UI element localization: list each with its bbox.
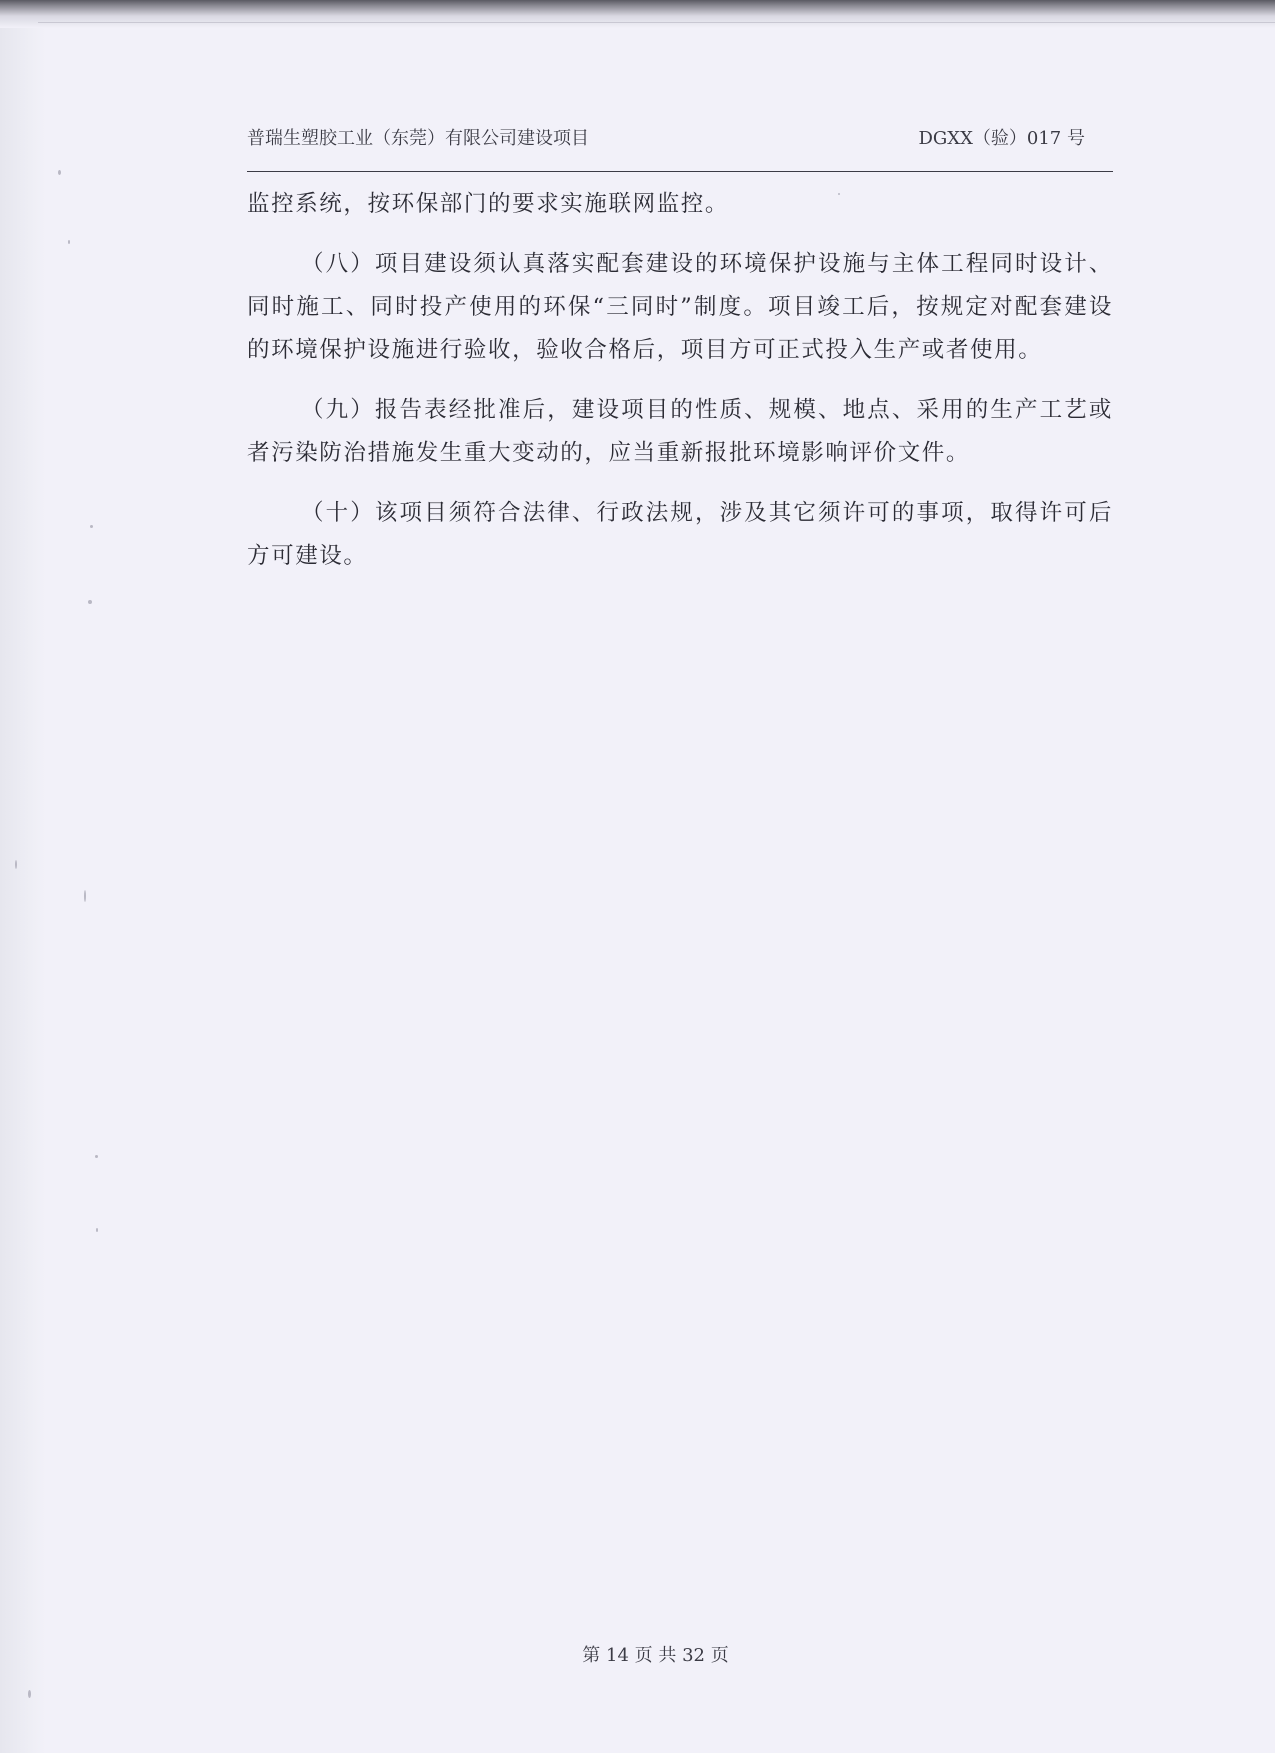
paragraph-item-8: （八）项目建设须认真落实配套建设的环境保护设施与主体工程同时设计、同时施工、同时投产使用的环保“三同时”制度。项目竣工后，按规定对配套建设的环境保护设施进行验收，验收合格后，项目方可正式投入生产或者使用。 — [247, 251, 1113, 363]
page-header — [247, 124, 1113, 154]
header-rule — [247, 171, 1113, 172]
paragraph-item-10: （十）该项目须符合法律、行政法规，涉及其它须许可的事项，取得许可后方可建设。 — [247, 500, 1113, 569]
document-number: DGXX（验）017 号 — [918, 128, 1085, 149]
document-body — [247, 183, 1113, 595]
page-edge-line — [38, 22, 1275, 31]
project-title: 普瑞生塑胶工业（东莞）有限公司建设项目 — [247, 128, 589, 149]
paragraph-item-9: （九）报告表经批准后，建设项目的性质、规模、地点、采用的生产工艺或者污染防治措施发生重大变动的，应当重新报批环境影响评价文件。 — [247, 397, 1113, 466]
page-number: 第 14 页 共 32 页 — [582, 1645, 729, 1666]
continued-paragraph: 监控系统，按环保部门的要求实施联网监控。 — [247, 191, 730, 217]
page-footer — [0, 1641, 1275, 1671]
scan-left-edge — [0, 0, 46, 1753]
